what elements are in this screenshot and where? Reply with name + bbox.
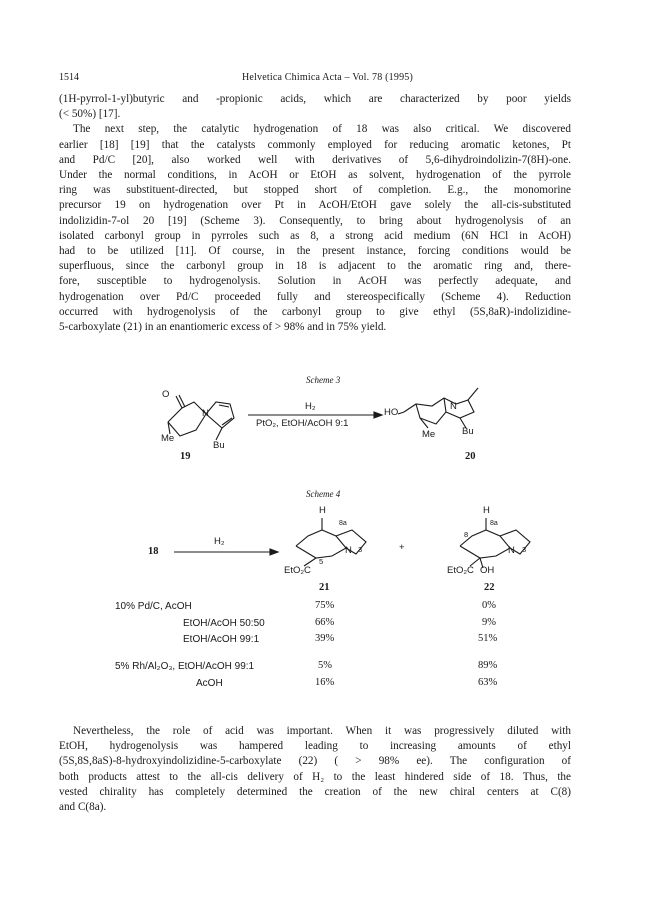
compound-number-22: 22 [484,582,495,593]
text-line: Nevertheless, the role of acid was important. When it was progressively diluted with [73,725,571,737]
yield-22: 89% [478,660,498,671]
locant-3: 3 [358,545,363,554]
text-line: (5S,8S,8aS)-8-hydroxyindolizidine-5-carboxylate (22) ( > 98% ee). The configuration of [59,755,571,768]
text-line: precursor 19 on hydrogenation over Pt in AcOH/EtOH gave solely the all-cis-substituted [59,199,571,212]
text-line: (1H-pyrrol-1-yl)butyric and -propionic acids, which are characterized by poor yields [59,93,571,105]
compound-number-18: 18 [148,546,159,557]
compound-number-20: 20 [465,451,476,462]
atom-label-ho: HO [384,407,399,418]
text-line: occurred with hydrogenolysis of the carbonyl group to give ethyl (5S,8aR)-indolizidine- [59,305,571,318]
atom-label-ester: EtO₂C [447,565,474,576]
atom-label-o: O [162,389,170,400]
condition-label: 10% Pd/C, AcOH [115,601,192,612]
text-line: fore, susceptible to hydrogenolysis. Solution in AcOH was perfectly adequate, and [59,275,571,288]
condition-label: EtOH/AcOH 99:1 [183,634,260,645]
yield-21: 39% [315,633,335,644]
text-line: earlier [18] [19] that the catalysts commonly employed for reducing aromatic ketones, Pt [59,138,571,151]
locant-8a: 8a [490,520,498,527]
condition-label: EtOH/AcOH 50:50 [183,618,265,629]
condition-label: AcOH [196,678,223,689]
locant-5: 5 [319,557,324,566]
running-title: Helvetica Chimica Acta – Vol. 78 (1995) [242,72,414,83]
text-line: both products attest to the all-cis delivery of H₂ to the least hindered side of 18. Thus, the [59,770,571,783]
text-line: isolated carbonyl group in pyrroles such as 8, a strong acid medium (6N HCl in AcOH) [59,229,571,242]
yield-21: 66% [315,617,335,628]
atom-label-oh: OH [480,565,495,576]
text-line: vested chirality has completely determined the creation of the new chiral centers at C(8) [59,785,571,798]
locant-8: 8 [464,530,469,539]
compound-number-21: 21 [319,582,330,593]
plus-sign: + [399,542,405,553]
text-line: EtOH, hydrogenolysis was hampered leading to increasing amounts of ethyl [59,740,571,753]
text-line: indolizidin-7-ol 20 [19] (Scheme 3). Consequently, to bring about hydrogenolysis of an [59,214,571,227]
scheme-4-caption: Scheme 4 [306,489,341,499]
page-number: 1514 [59,72,79,83]
atom-label-bu: Bu [462,426,474,437]
atom-label-n: N [450,401,457,412]
atom-label-h: H [483,505,490,516]
reagent-h2: H₂ [214,536,225,547]
atom-label-n: N [508,545,515,556]
compound-21-structure [296,518,366,566]
scheme-3-caption: Scheme 3 [306,375,341,385]
atom-label-bu: Bu [213,440,225,451]
yield-22: 9% [482,617,496,628]
atom-label-h: H [319,505,326,516]
atom-label-n: N [202,408,209,419]
text-line: had to be utilized [11]. Of course, in the present instance, forcing conditions would be [59,245,571,258]
locant-3: 3 [522,545,527,554]
yield-22: 51% [478,633,498,644]
atom-label-me: Me [161,433,175,444]
text-line: (< 50%) [17]. [59,108,121,121]
text-line: ring was substituent-directed, but stopped short of completion. E.g., the monomorine [59,184,571,197]
text-line: hydrogenation over Pd/C proceeded fully and stereospecifically (Scheme 4). Reduction [59,290,571,303]
text-line: 5-carboxylate (21) in an enantiomeric excess of > 98% and in 75% yield. [59,321,387,334]
text-line: The next step, the catalytic hydrogenation of 18 was also critical. We discovered [73,123,571,136]
reagent-h2: H₂ [305,401,316,412]
yield-21: 75% [315,600,335,611]
yield-21: 5% [318,660,332,671]
locant-8a: 8a [339,520,347,527]
text-line: and C(8a). [59,801,107,814]
yield-22: 0% [482,600,496,611]
atom-label-me: Me [422,429,436,440]
reagent-conditions: PtO₂, EtOH/AcOH 9:1 [256,418,349,429]
atom-label-n: N [345,545,352,556]
compound-number-19: 19 [180,451,191,462]
condition-label: 5% Rh/Al₂O₃, EtOH/AcOH 99:1 [115,661,255,672]
paragraph-acid-role [59,724,571,815]
text-line: Under the normal conditions, in AcOH or EtOH as solvent, hydrogenation of the pyrrole [59,169,571,182]
yield-21: 16% [315,677,335,688]
atom-label-ester: EtO₂C [284,565,311,576]
yield-22: 63% [478,677,498,688]
text-line: and Pd/C [20], also worked well with derivatives of 5,6-dihydroindolizin-7(8H)-one. [59,153,571,166]
text-line: superfluous, since the carbonyl group in 18 is adjacent to the aromatic ring and, there- [59,260,571,273]
